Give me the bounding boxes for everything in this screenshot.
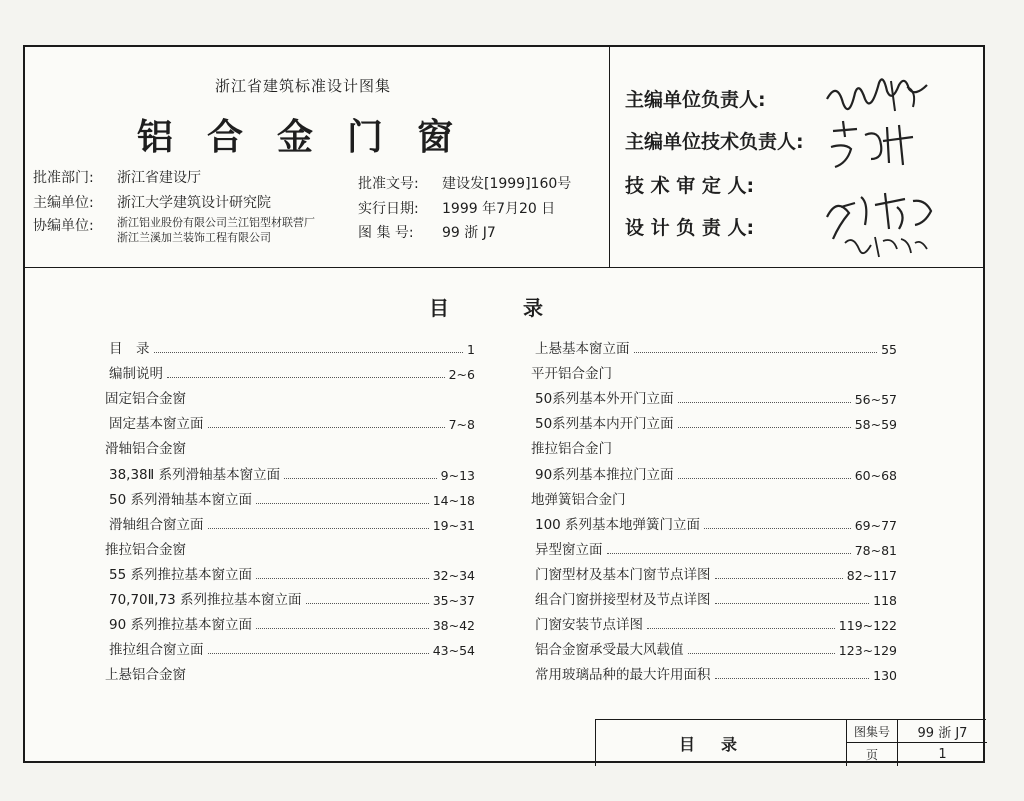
atlas-no-line [358,222,496,242]
toc-entry [535,538,897,558]
toc-entry-title: 100 系列基本地弹簧门立面 [535,516,701,533]
approval-dept-line [33,167,201,187]
toc-entry [535,638,897,658]
toc-section-heading: 平开铝合金门 [531,366,612,383]
toc-section-heading: 上悬铝合金窗 [105,667,186,684]
toc-entry-title: 门窗安装节点详图 [535,617,643,634]
toc-entry [109,588,475,608]
toc-entry-page: 78~81 [854,542,897,558]
toc-entry-title: 38,38Ⅱ 系列滑轴基本窗立面 [109,466,281,483]
toc-entry [109,412,475,432]
toc-entry-page: 118 [873,593,897,608]
toc-leader-dots [256,578,429,579]
toc-entry-title: 门窗型材及基本门窗节点详图 [535,566,711,583]
toc-entry-page: 119~122 [838,618,897,634]
title-block-grid [846,720,987,766]
toc-entry [109,463,475,483]
toc-leader-dots [154,352,464,353]
toc-entry [535,513,897,533]
toc-entry-page: 43~54 [432,643,475,659]
title-block [595,719,986,766]
toc-entry-page: 38~42 [432,618,475,634]
toc-entry [109,613,475,633]
toc-entry-title: 组合门窗拼接型材及节点详图 [535,592,711,608]
approval-doc-label: 批准文号: [358,176,419,192]
toc-entry-title: 90系列基本推拉门立面 [535,466,674,483]
toc-entry [535,563,897,583]
toc-entry-page: 60~68 [854,467,897,483]
toc-entry-title: 固定基本窗立面 [109,416,204,433]
header-divider [25,267,983,268]
toc-entry-page: 14~18 [432,492,475,508]
signature-2 [825,117,935,173]
toc-leader-dots [208,427,445,428]
effective-date: 1999 年7月20 日 [442,201,556,217]
effective-date-line [358,198,555,218]
toc-entry [109,337,475,357]
toc-entry-page: 69~77 [854,517,897,533]
co-unit-label: 协编单位: [33,218,94,234]
chief-tech-leader-label: 主编单位技术负责人: [625,131,804,153]
header-vertical-divider [609,47,610,267]
toc-entry-page: 19~31 [432,517,475,533]
co-unit-2: 浙江兰溪加兰装饰工程有限公司 [117,231,271,244]
toc-leader-dots [634,352,878,353]
effective-date-label: 实行日期: [358,201,419,217]
page-cell-label: 页 [847,743,898,766]
atlas-no-cell-label: 图集号 [847,720,898,743]
approval-dept-label: 批准部门: [33,170,94,186]
toc-leader-dots [208,653,429,654]
title-block-name: 目录 [678,734,763,754]
drawing-sheet [23,45,985,763]
toc-entry-title: 推拉组合窗立面 [109,642,204,659]
toc-entry-title: 90 系列推拉基本窗立面 [109,617,252,634]
toc-section-heading: 固定铝合金窗 [105,391,186,408]
toc-entry-page: 130 [873,668,897,684]
toc-leader-dots [688,653,835,654]
toc-leader-dots [678,427,851,428]
toc-entry-title: 50系列基本外开门立面 [535,391,674,408]
toc-entry [109,488,475,508]
toc-entry [535,463,897,483]
toc-entry-page: 82~117 [846,567,897,583]
toc-entry [109,638,475,658]
toc-entry [109,563,475,583]
chief-unit-leader-label: 主编单位负责人: [625,89,766,111]
main-title: 铝合金门窗 [137,117,488,158]
toc-leader-dots [208,528,429,529]
design-leader-label: 设 计 负 责 人: [625,217,755,239]
toc-entry-title: 目 录 [109,341,150,357]
toc-entry-title: 滑轴组合窗立面 [109,516,204,533]
toc-leader-dots [607,553,851,554]
toc-entry-title: 70,70Ⅱ,73 系列推拉基本窗立面 [109,592,302,608]
toc-entry-title: 50系列基本内开门立面 [535,416,674,433]
toc-entry-page: 1 [467,342,475,357]
approval-dept: 浙江省建设厅 [117,170,201,186]
co-unit-1: 浙江铝业股份有限公司兰江铝型材联营厂 [117,216,315,229]
tech-reviewer-label: 技 术 审 定 人: [625,175,755,197]
toc-entry-title: 上悬基本窗立面 [535,341,630,357]
toc-leader-dots [715,578,843,579]
atlas-no-label: 图 集 号: [358,225,414,241]
toc-section-heading: 地弹簧铝合金门 [531,491,626,508]
toc-entry-page: 58~59 [854,417,897,433]
approval-doc: 建设发[1999]160号 [442,176,572,192]
toc-entry-title: 55 系列推拉基本窗立面 [109,566,252,583]
toc-leader-dots [704,528,851,529]
toc-entry [535,663,897,683]
toc-entry-page: 9~13 [440,467,475,483]
toc-title: 目录 [429,296,617,320]
toc-entry-page: 32~34 [432,567,475,583]
toc-entry-page: 55 [881,342,897,357]
co-unit-line [33,215,315,245]
toc-entry [535,588,897,608]
toc-entry-title: 常用玻璃品种的最大许用面积 [535,667,711,684]
toc-leader-dots [284,478,437,479]
toc-entry-page: 35~37 [432,593,475,608]
toc-leader-dots [647,628,835,629]
toc-entry [535,387,897,407]
toc-entry-title: 编制说明 [109,366,163,383]
chief-unit-line [33,192,271,212]
toc-entry-title: 50 系列滑轴基本窗立面 [109,491,252,508]
toc-entry [109,362,475,382]
series-title: 浙江省建筑标准设计图集 [215,77,392,95]
page-cell-value: 1 [938,747,947,762]
toc-entry-page: 56~57 [854,392,897,408]
toc-leader-dots [306,603,429,604]
toc-section-heading: 滑轴铝合金窗 [105,441,186,458]
toc-section-heading: 推拉铝合金门 [531,441,612,458]
signature-1 [821,69,951,121]
chief-unit-label: 主编单位: [33,195,94,211]
chief-unit: 浙江大学建筑设计研究院 [117,195,271,211]
toc-entry-title: 异型窗立面 [535,541,603,558]
approval-doc-line [358,173,571,193]
toc-entry-page: 7~8 [448,417,475,433]
atlas-no: 99 浙 J7 [442,225,496,241]
toc-leader-dots [256,503,429,504]
toc-leader-dots [678,478,851,479]
signature-3 [821,187,951,267]
toc-leader-dots [715,603,870,604]
toc-entry [535,412,897,432]
toc-entry-page: 123~129 [838,643,897,659]
atlas-no-cell-value: 99 浙 J7 [898,720,987,743]
toc-leader-dots [167,377,445,378]
toc-section-heading: 推拉铝合金窗 [105,541,186,558]
toc-entry [535,613,897,633]
toc-leader-dots [715,678,870,679]
toc-leader-dots [678,402,851,403]
toc-entry-page: 2~6 [448,367,475,383]
toc-entry-title: 铝合金窗承受最大风载值 [535,642,684,659]
toc-entry [535,337,897,357]
toc-entry [109,513,475,533]
toc-leader-dots [256,628,429,629]
